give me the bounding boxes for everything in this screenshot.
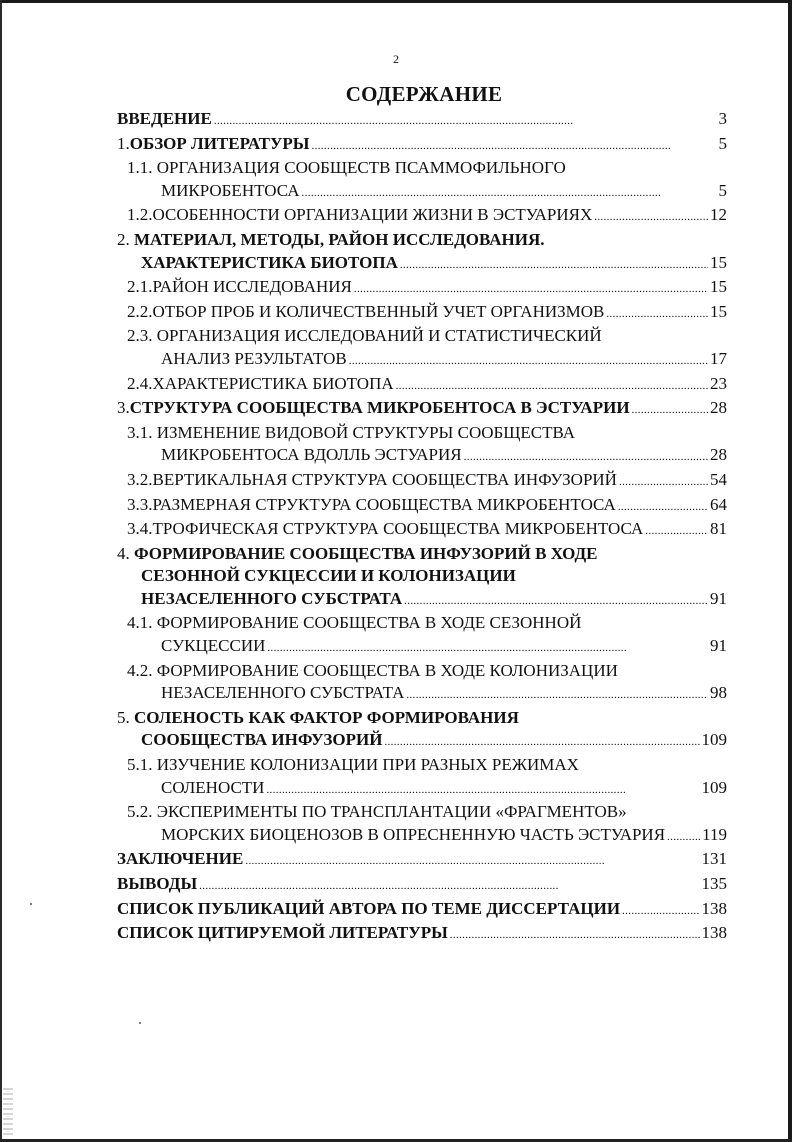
toc-entry-line-with-page xyxy=(117,252,727,277)
toc-leader-dots xyxy=(199,873,699,898)
toc-entry-line-with-page xyxy=(117,180,727,205)
toc-page-number: 12 xyxy=(710,205,727,225)
toc-entry xyxy=(117,301,727,326)
toc-leader-dots xyxy=(245,848,699,873)
toc-number: 2.3. xyxy=(127,326,153,346)
toc-page-number: 17 xyxy=(710,348,727,368)
toc-page-number: 138 xyxy=(701,923,727,943)
toc-label: РАЙОН ИССЛЕДОВАНИЯ xyxy=(152,277,352,297)
toc-page-number: 119 xyxy=(702,824,727,844)
toc-page-number: 135 xyxy=(701,874,727,893)
toc-page-number: 138 xyxy=(701,898,727,918)
toc-number: 3.3. xyxy=(127,494,153,514)
toc-leader-dots xyxy=(267,635,708,660)
toc-label: МОРСКИХ БИОЦЕНОЗОВ В ОПРЕСНЕННУЮ ЧАСТЬ ЭСТУАРИЯ xyxy=(161,824,666,844)
toc-number: 3. xyxy=(117,398,130,418)
toc-label: СЕЗОННОЙ СУКЦЕССИИ И КОЛОНИЗАЦИИ xyxy=(141,566,516,586)
toc-entry xyxy=(117,518,727,543)
toc-leader-dots xyxy=(384,729,699,754)
toc-page-number: 131 xyxy=(701,849,727,869)
toc-leader-dots xyxy=(645,518,708,543)
toc-label: ФОРМИРОВАНИЕ СООБЩЕСТВА В ХОДЕ КОЛОНИЗАЦИИ xyxy=(156,660,618,680)
toc-entry-line-with-page xyxy=(117,777,727,802)
toc-leader-dots xyxy=(632,397,708,422)
toc-leader-dots xyxy=(606,301,708,326)
page-number: 2 xyxy=(393,52,399,66)
toc-number: 2.4. xyxy=(127,373,153,393)
toc-number: 5.1. xyxy=(127,755,153,775)
toc-label: ОРГАНИЗАЦИЯ ИССЛЕДОВАНИЙ И СТАТИСТИЧЕСКИЙ xyxy=(156,326,602,346)
toc-label: МИКРОБЕНТОСА ВДОЛЛЬ ЭСТУАРИЯ xyxy=(161,445,462,465)
toc-entry xyxy=(117,325,727,372)
toc-number: 3.1. xyxy=(127,422,153,442)
toc-label: ЭКСПЕРИМЕНТЫ ПО ТРАНСПЛАНТАЦИИ «ФРАГМЕНТОВ» xyxy=(156,802,627,822)
toc-page-number: 15 xyxy=(710,252,727,272)
toc-leader-dots xyxy=(396,373,708,398)
toc-number: 4. xyxy=(117,543,130,563)
toc-entry xyxy=(117,660,727,707)
toc-page-number: 5 xyxy=(718,180,727,200)
toc-entry-line-with-page xyxy=(117,898,727,923)
toc-number: 2.1. xyxy=(127,277,153,297)
scan-noise xyxy=(3,1088,13,1138)
toc-number: 4.2. xyxy=(127,660,153,680)
toc-entry-line xyxy=(117,801,727,824)
toc-entry-line xyxy=(117,325,727,348)
toc-number: 5.2. xyxy=(127,802,153,822)
toc-label: ОРГАНИЗАЦИЯ СООБЩЕСТВ ПСАММОФИЛЬНОГО xyxy=(156,158,566,178)
toc-label: ОСОБЕННОСТИ ОРГАНИЗАЦИИ ЖИЗНИ В ЭСТУАРИЯХ xyxy=(152,205,593,225)
toc-entry xyxy=(117,133,727,158)
toc-entry-line-with-page xyxy=(117,469,727,494)
toc-entry-line-with-page xyxy=(117,397,727,422)
toc-label: ФОРМИРОВАНИЕ СООБЩЕСТВА В ХОДЕ СЕЗОННОЙ xyxy=(156,613,582,633)
toc-leader-dots xyxy=(594,204,708,229)
toc-page-number: 5 xyxy=(718,133,727,153)
toc-entry-line-with-page xyxy=(117,373,727,398)
toc-page-number: 23 xyxy=(710,373,727,393)
toc-label: ОТБОР ПРОБ И КОЛИЧЕСТВЕННЫЙ УЧЕТ ОРГАНИЗМОВ xyxy=(152,301,605,321)
toc-leader-dots xyxy=(406,682,708,707)
toc-leader-dots xyxy=(349,348,708,373)
toc-entry-line-with-page xyxy=(117,824,727,849)
toc-entry-line-with-page xyxy=(117,276,727,301)
toc-entry xyxy=(117,276,727,301)
toc-page-number: 109 xyxy=(701,730,727,750)
toc-number: 2.2. xyxy=(127,301,153,321)
toc-entry-line-with-page xyxy=(117,922,727,947)
toc-entry-line xyxy=(117,229,727,252)
toc-leader-dots xyxy=(404,588,708,613)
toc-page-number: 91 xyxy=(710,636,727,656)
toc-label: ИЗМЕНЕНИЕ ВИДОВОЙ СТРУКТУРЫ СООБЩЕСТВА xyxy=(156,422,576,442)
toc-label: СУКЦЕССИИ xyxy=(161,636,266,656)
toc-entry-line xyxy=(117,565,727,588)
toc-page-number: 81 xyxy=(710,519,727,539)
toc-entry xyxy=(117,898,727,923)
toc-entry xyxy=(117,108,727,133)
toc-entry xyxy=(117,373,727,398)
toc-number: 1.2. xyxy=(127,205,153,225)
scan-edge-top xyxy=(0,0,792,3)
toc-leader-dots xyxy=(214,108,717,133)
toc-entry xyxy=(117,494,727,519)
toc-entry-line-with-page xyxy=(117,348,727,373)
toc-page-number: 64 xyxy=(710,494,727,514)
toc-label: ФОРМИРОВАНИЕ СООБЩЕСТВА ИНФУЗОРИЙ В ХОДЕ xyxy=(134,543,598,563)
table-of-contents xyxy=(117,108,727,947)
toc-page-number: 28 xyxy=(710,445,727,465)
toc-entry xyxy=(117,612,727,659)
toc-number: 1.1. xyxy=(127,158,153,178)
toc-entry xyxy=(117,801,727,848)
toc-entry xyxy=(117,873,727,898)
toc-entry-line xyxy=(117,707,727,730)
toc-page-number: 109 xyxy=(701,777,727,797)
scan-speck xyxy=(139,1022,141,1024)
toc-number: 4.1. xyxy=(127,613,153,633)
toc-label: ХАРАКТЕРИСТИКА БИОТОПА xyxy=(141,252,398,272)
toc-leader-dots xyxy=(266,777,699,802)
toc-label: ВВЕДЕНИЕ xyxy=(117,109,212,128)
toc-leader-dots xyxy=(464,444,708,469)
toc-label: МИКРОБЕНТОСА xyxy=(161,180,300,200)
toc-label: ЗАКЛЮЧЕНИЕ xyxy=(117,849,244,869)
toc-leader-dots xyxy=(619,469,708,494)
toc-entry-line xyxy=(117,543,727,566)
toc-label: ОБЗОР ЛИТЕРАТУРЫ xyxy=(129,133,310,153)
toc-entry-line-with-page xyxy=(117,729,727,754)
toc-entry-line-with-page xyxy=(117,133,727,158)
toc-entry-line xyxy=(117,754,727,777)
toc-leader-dots xyxy=(400,252,708,277)
toc-entry xyxy=(117,397,727,422)
toc-entry-line-with-page xyxy=(117,848,727,873)
toc-entry-line-with-page xyxy=(117,444,727,469)
toc-leader-dots xyxy=(302,180,717,205)
toc-label: ВЕРТИКАЛЬНАЯ СТРУКТУРА СООБЩЕСТВА ИНФУЗОРИЙ xyxy=(152,469,617,489)
toc-number: 1. xyxy=(117,133,130,153)
toc-entry xyxy=(117,543,727,613)
toc-page-number: 28 xyxy=(710,398,727,418)
toc-label: ХАРАКТЕРИСТИКА БИОТОПА xyxy=(152,373,394,393)
toc-number: 2. xyxy=(117,229,130,249)
toc-entry-line-with-page xyxy=(117,494,727,519)
scan-edge-left xyxy=(0,0,2,1142)
toc-label: СПИСОК ПУБЛИКАЦИЙ АВТОРА ПО ТЕМЕ ДИССЕРТАЦИИ xyxy=(117,898,621,918)
toc-entry-line-with-page xyxy=(117,301,727,326)
toc-label: ВЫВОДЫ xyxy=(117,874,198,893)
toc-leader-dots xyxy=(354,276,708,301)
toc-number: 3.2. xyxy=(127,469,153,489)
toc-leader-dots xyxy=(450,922,700,947)
toc-entry xyxy=(117,754,727,801)
toc-label: СОЛЕНОСТИ xyxy=(161,777,265,797)
toc-label: СОЛЕНОСТЬ КАК ФАКТОР ФОРМИРОВАНИЯ xyxy=(134,707,519,727)
toc-entry xyxy=(117,922,727,947)
toc-page-number: 54 xyxy=(710,469,727,489)
toc-entry xyxy=(117,157,727,204)
toc-leader-dots xyxy=(622,898,699,923)
toc-leader-dots xyxy=(667,824,700,849)
toc-entry xyxy=(117,469,727,494)
toc-entry xyxy=(117,848,727,873)
toc-entry-line xyxy=(117,660,727,683)
toc-entry xyxy=(117,229,727,276)
toc-entry-line-with-page xyxy=(117,204,727,229)
toc-label: НЕЗАСЕЛЕННОГО СУБСТРАТА xyxy=(141,588,403,608)
page-title: СОДЕРЖАНИЕ xyxy=(345,82,503,106)
toc-page-number: 3 xyxy=(718,109,727,128)
toc-entry xyxy=(117,422,727,469)
toc-page-number: 98 xyxy=(710,683,727,703)
scan-speck xyxy=(30,903,32,905)
toc-label: ТРОФИЧЕСКАЯ СТРУКТУРА СООБЩЕСТВА МИКРОБЕНТОСА xyxy=(152,519,644,539)
toc-entry-line-with-page xyxy=(117,518,727,543)
toc-number: 3.4. xyxy=(127,519,153,539)
toc-entry-line xyxy=(117,612,727,635)
toc-label: СТРУКТУРА СООБЩЕСТВА МИКРОБЕНТОСА В ЭСТУАРИИ xyxy=(129,398,630,418)
toc-label: СООБЩЕСТВА ИНФУЗОРИЙ xyxy=(141,730,383,750)
toc-page-number: 91 xyxy=(710,588,727,608)
toc-number: 5. xyxy=(117,707,130,727)
toc-leader-dots xyxy=(618,494,708,519)
toc-page-number: 15 xyxy=(710,301,727,321)
toc-entry-line-with-page xyxy=(117,682,727,707)
toc-entry-line xyxy=(117,157,727,180)
toc-label: НЕЗАСЕЛЕННОГО СУБСТРАТА xyxy=(161,683,405,703)
toc-entry xyxy=(117,707,727,754)
toc-label: СПИСОК ЦИТИРУЕМОЙ ЛИТЕРАТУРЫ xyxy=(117,923,448,943)
toc-entry-line-with-page xyxy=(117,108,727,133)
toc-entry-line-with-page xyxy=(117,873,727,898)
toc-label: ИЗУЧЕНИЕ КОЛОНИЗАЦИИ ПРИ РАЗНЫХ РЕЖИМАХ xyxy=(156,755,579,775)
toc-leader-dots xyxy=(312,133,717,158)
toc-entry-line-with-page xyxy=(117,588,727,613)
toc-label: АНАЛИЗ РЕЗУЛЬТАТОВ xyxy=(161,348,347,368)
toc-label: РАЗМЕРНАЯ СТРУКТУРА СООБЩЕСТВА МИКРОБЕНТОСА xyxy=(152,494,616,514)
toc-page-number: 15 xyxy=(710,277,727,297)
toc-entry xyxy=(117,204,727,229)
toc-entry-line xyxy=(117,422,727,445)
toc-entry-line-with-page xyxy=(117,635,727,660)
scan-edge-right xyxy=(788,0,792,1142)
toc-label: МАТЕРИАЛ, МЕТОДЫ, РАЙОН ИССЛЕДОВАНИЯ. xyxy=(134,229,545,249)
